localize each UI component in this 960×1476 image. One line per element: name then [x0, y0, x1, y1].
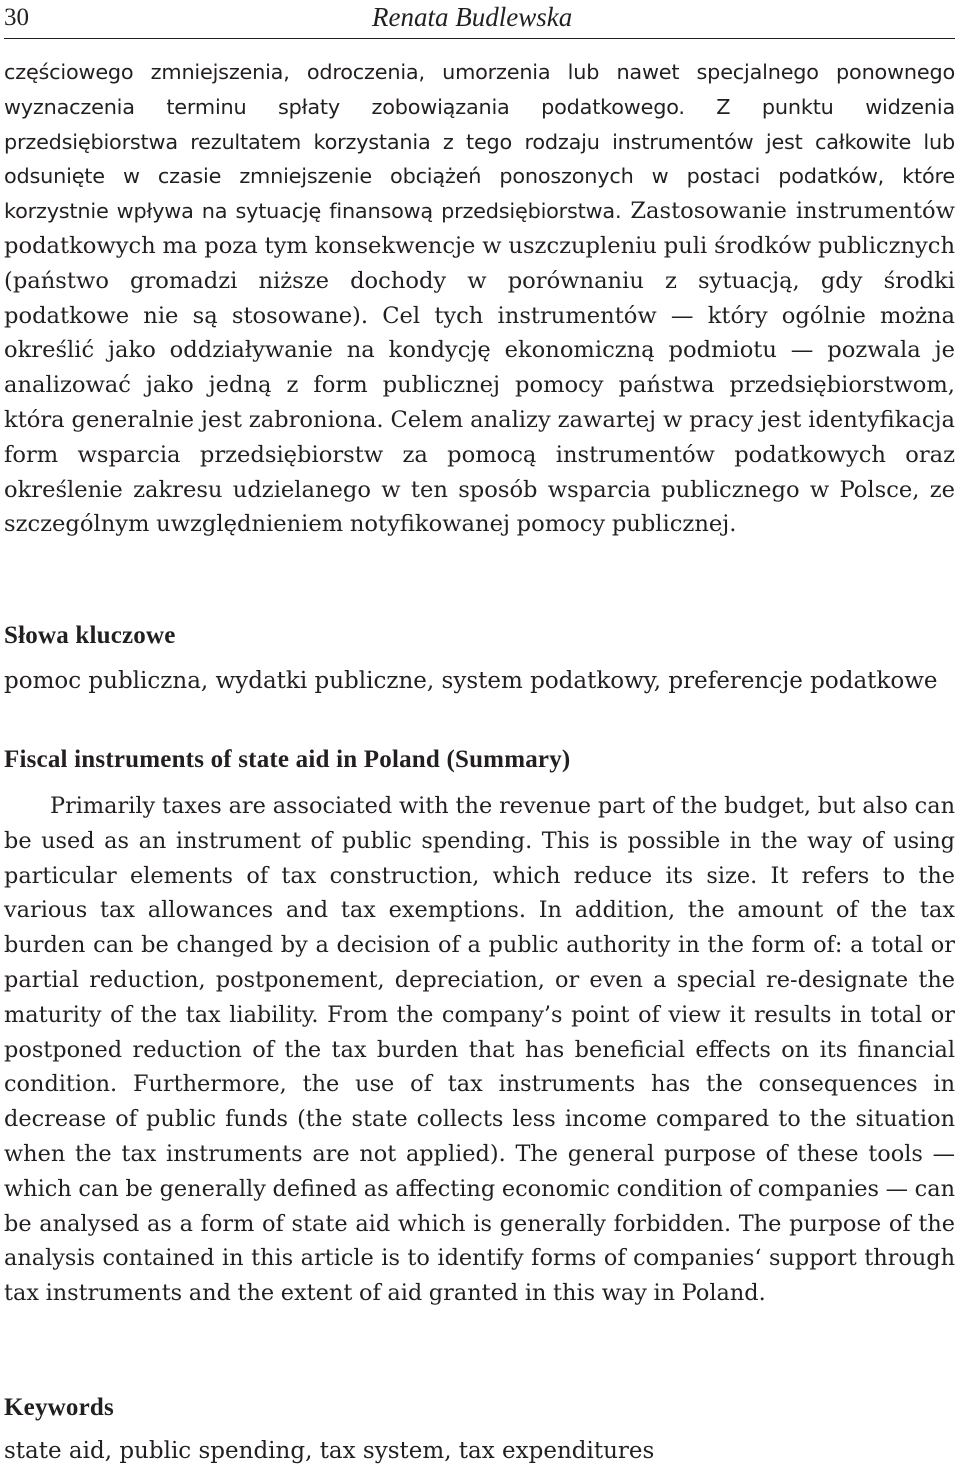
summary-section: [4, 789, 955, 1311]
page-content: [4, 0, 955, 1464]
running-head-author: Renata Budlewska: [372, 2, 573, 32]
polish-abstract-sans-text: częściowego zmniejszenia, odroczenia, umorzenia lub nawet specjalnego ponownego wyznaczenia terminu spłaty zobowiązania podatkowego. Z punktu widzenia przedsiębiorstwa rezultatem korzystania z tego rodzaju instrumentów jest całkowite lub odsunięte w czasie zmniejszenie obciążeń ponoszonych w postaci podatków, które korzystnie wpływa na sytuację finansową przedsiębiorstwa.: [4, 60, 955, 224]
keywords-en-heading: Keywords: [4, 1394, 114, 1421]
summary-heading: Fiscal instruments of state aid in Poland (Summary): [4, 746, 571, 773]
polish-abstract-paragraph: [4, 55, 955, 542]
keywords-pl-text: pomoc publiczna, wydatki publiczne, system podatkowy, preferencje podatkowe: [4, 668, 938, 694]
running-header: [4, 0, 955, 39]
summary-paragraph: Primarily taxes are associated with the revenue part of the budget, but also can be used as an instrument of public spending. This is possible in the way of using particular elements of tax construction, which reduce its size. It refers to the various tax allowances and tax exemptions. In addition, the amount of the tax burden can be changed by a decision of a public authority in the form of: a total or partial reduction, postponement, depreciation, or even a special re-designate the maturity of the tax liability. From the company’s point of view it results in total or postponed reduction of the tax burden that has beneficial effects on its financial condition. Furthermore, the use of tax instruments has the consequences in decrease of public funds (the state collects less income compared to the situation when the tax instruments are not applied). The general purpose of these tools — which can be generally defined as affecting economic condition of companies — can be analysed as a form of state aid which is generally forbidden. The purpose of the analysis contained in this article is to identify forms of companies‘ support through tax instruments and the extent of aid granted in this way in Poland.: [4, 793, 955, 1307]
polish-abstract: [4, 55, 955, 542]
page-number: 30: [4, 4, 29, 31]
keywords-pl-heading: Słowa kluczowe: [4, 622, 176, 649]
keywords-en-text: state aid, public spending, tax system, tax expenditures: [4, 1438, 655, 1464]
polish-abstract-serif-text: Zastosowanie instrumentów podatkowych ma poza tym konsekwencje w uszczupleniu puli środków publicznych (państwo gromadzi niższe dochody w porównaniu z sytuacją, gdy środki podatkowe nie są stosowane). Cel tych instrumentów — który ogólnie można określić jako oddziaływanie na kondycję ekonomiczną podmiotu — pozwala je analizować jako jedną z form publicznej pomocy państwa przedsiębiorstwom, która generalnie jest zabroniona. Celem analizy zawartej w pracy jest identyfikacja form wsparcia przedsiębiorstw za pomocą instrumentów podatkowych oraz określenie zakresu udzielanego w ten sposób wsparcia publicznego w Polsce, ze szczególnym uwzględnieniem notyfikowanej pomocy publicznej.: [4, 198, 955, 538]
